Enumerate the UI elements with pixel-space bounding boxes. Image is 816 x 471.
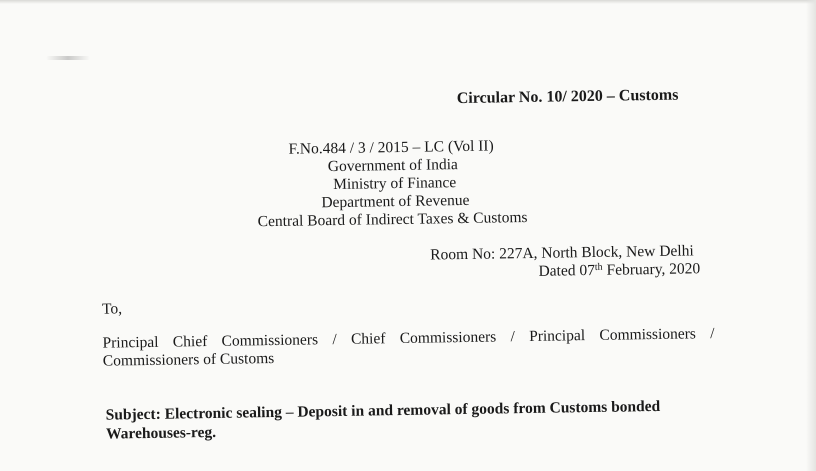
room-address: Room No: 227A, North Block, New Delhi	[430, 242, 694, 264]
date-prefix: Dated 07	[538, 261, 596, 280]
government-line: Government of India	[327, 156, 458, 176]
subject-line-2: Warehouses-reg.	[105, 423, 217, 443]
date-ordinal: th	[594, 261, 603, 273]
ministry-line: Ministry of Finance	[332, 174, 457, 194]
board-line: Central Board of Indirect Taxes & Customs	[257, 208, 528, 231]
circular-number: Circular No. 10/ 2020 – Customs	[456, 86, 679, 108]
subject-line-1: Subject: Electronic sealing – Deposit in and removal of goods from Customs bonded	[105, 397, 661, 424]
salutation-to: To,	[101, 300, 123, 318]
recipients-line-1: Principal Chief Commissioners / Chief Commissioners / Principal Commissioners /	[102, 325, 715, 352]
date-suffix: February, 2020	[602, 260, 701, 279]
date-line	[538, 260, 700, 281]
department-line: Department of Revenue	[321, 191, 470, 212]
file-number: F.No.484 / 3 / 2015 – LC (Vol II)	[288, 137, 494, 158]
recipients-line-2: Commissioners of Customs	[102, 349, 275, 370]
